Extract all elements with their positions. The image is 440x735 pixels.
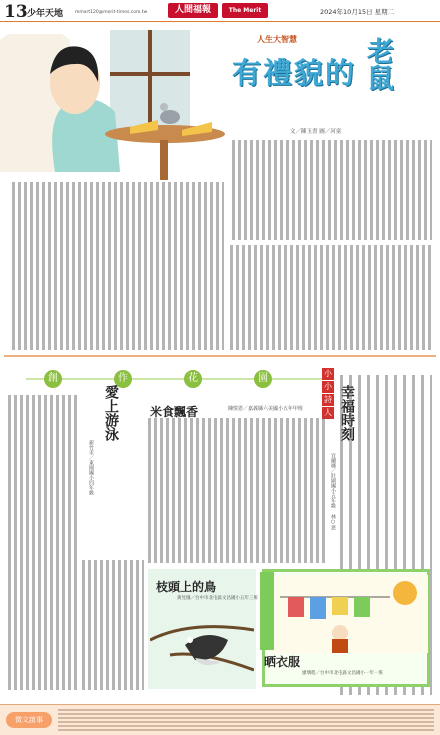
story-byline: 文／陳玉書 圖／河童 — [290, 129, 342, 135]
poem-title: 幸福時刻 — [339, 385, 355, 441]
story-title-accent: 老鼠 — [362, 37, 393, 91]
banner-line — [26, 378, 326, 380]
creation-garden-banner — [8, 370, 336, 388]
section-divider — [4, 355, 436, 357]
article-title: 米食飄香 — [150, 405, 199, 419]
site-address: mmart120@merit-times.com.tw — [75, 10, 148, 15]
article-author: 新竹市／東園國小四年級 — [88, 440, 94, 495]
artwork-caption: 廖瑀程／台中市北屯區文昌國小一年一班 — [302, 671, 383, 676]
footer-text — [58, 709, 434, 731]
artwork-caption: 黃昱儀／台中市北屯區文昌國小五年三班 — [177, 596, 258, 601]
newspaper-logo-en: The Merit Times — [222, 3, 268, 18]
submission-notice-tab: 徵文啟事 — [6, 712, 52, 728]
article-text — [148, 418, 328, 563]
story-text-block — [232, 140, 432, 240]
artwork-title: 晒衣服 — [264, 655, 301, 669]
artwork-title: 枝頭上的鳥 — [156, 580, 217, 594]
banner-char: 園 — [254, 370, 272, 388]
story-text-block — [230, 245, 432, 350]
article-author: 陳愷恩／嘉義縣六美國小五年甲班 — [228, 406, 304, 412]
article-text — [82, 560, 144, 690]
issue-date: 2024年10月15日 星期二 — [320, 8, 395, 16]
newspaper-logo: 人間福報 — [168, 3, 218, 18]
banner-char: 創 — [44, 370, 62, 388]
bird-drawing — [150, 600, 254, 686]
article-text — [8, 395, 80, 690]
art-section-tab — [260, 572, 274, 650]
story-title: 有禮貌的 — [232, 56, 357, 90]
story-text-block — [12, 182, 224, 350]
story-tag: 人生大智慧 — [257, 35, 297, 44]
banner-char: 作 — [114, 370, 132, 388]
article-title: 愛上游泳 — [103, 385, 119, 441]
banner-char: 花 — [184, 370, 202, 388]
section-title: 少年天地 — [27, 9, 64, 19]
little-poet-label: 小 小 詩 人 — [324, 369, 332, 417]
laundry-drawing — [270, 575, 428, 653]
poem-author: 宜蘭縣／壯圍國小五年級 林○恩 — [330, 453, 336, 530]
page-number: 13 — [4, 2, 28, 22]
